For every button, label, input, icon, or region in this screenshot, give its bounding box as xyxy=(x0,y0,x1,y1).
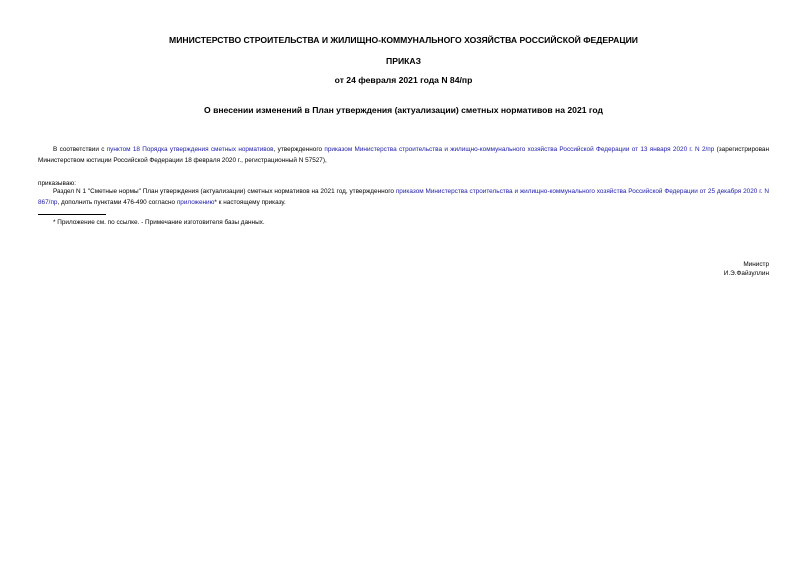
paragraph-text: (зарегистрирован Министерством юстиции Российской Федерации 18 февраля 2020 г., регистрационный N 57527), xyxy=(38,146,769,164)
signatory-role: Министр xyxy=(743,261,769,268)
signatory-name: И.Э.Файзуллин xyxy=(723,270,769,277)
paragraph-order-word: приказываю: xyxy=(38,180,76,187)
document-date: от 24 февраля 2021 года N 84/пр xyxy=(334,75,473,85)
document-title: О внесении изменений в План утверждения (актуализации) сметных нормативов на 2021 год xyxy=(204,105,603,115)
footnote-text: * Приложение см. по ссылке. - Примечание изготовителя базы данных. xyxy=(53,219,265,226)
paragraph-text: В соответствии с xyxy=(53,146,107,153)
paragraph-basis xyxy=(38,144,769,166)
paragraph-text: * к настоящему приказу. xyxy=(214,199,286,206)
link-appendix[interactable]: приложению xyxy=(176,199,215,206)
link-order-25-dec-2020[interactable]: приказом Министерства строительства и жилищно-коммунального хозяйства Российской Федерации от 25 декабря 2020 г. N 867/пр xyxy=(38,188,769,206)
paragraph-text: Раздел N 1 "Сметные нормы" План утверждения (актуализации) сметных нормативов на 2021 год, утвержденного xyxy=(53,188,396,195)
footnote-divider xyxy=(38,214,106,215)
link-procedure-item-18[interactable]: пунктом 18 Порядка утверждения сметных нормативов xyxy=(106,146,274,153)
paragraph-order-content xyxy=(38,186,769,208)
link-order-13-jan-2020[interactable]: приказом Министерства строительства и жилищно-коммунального хозяйства Российской Федерации от 13 января 2020 г. N 2/пр xyxy=(324,146,715,153)
ministry-name: МИНИСТЕРСТВО СТРОИТЕЛЬСТВА И ЖИЛИЩНО-КОММУНАЛЬНОГО ХОЗЯЙСТВА РОССИЙСКОЙ ФЕДЕРАЦИИ xyxy=(169,35,638,45)
paragraph-text: , утвержденного xyxy=(273,146,325,153)
document-type: ПРИКАЗ xyxy=(386,56,421,66)
paragraph-text: , дополнить пунктами 476-490 согласно xyxy=(57,199,177,206)
